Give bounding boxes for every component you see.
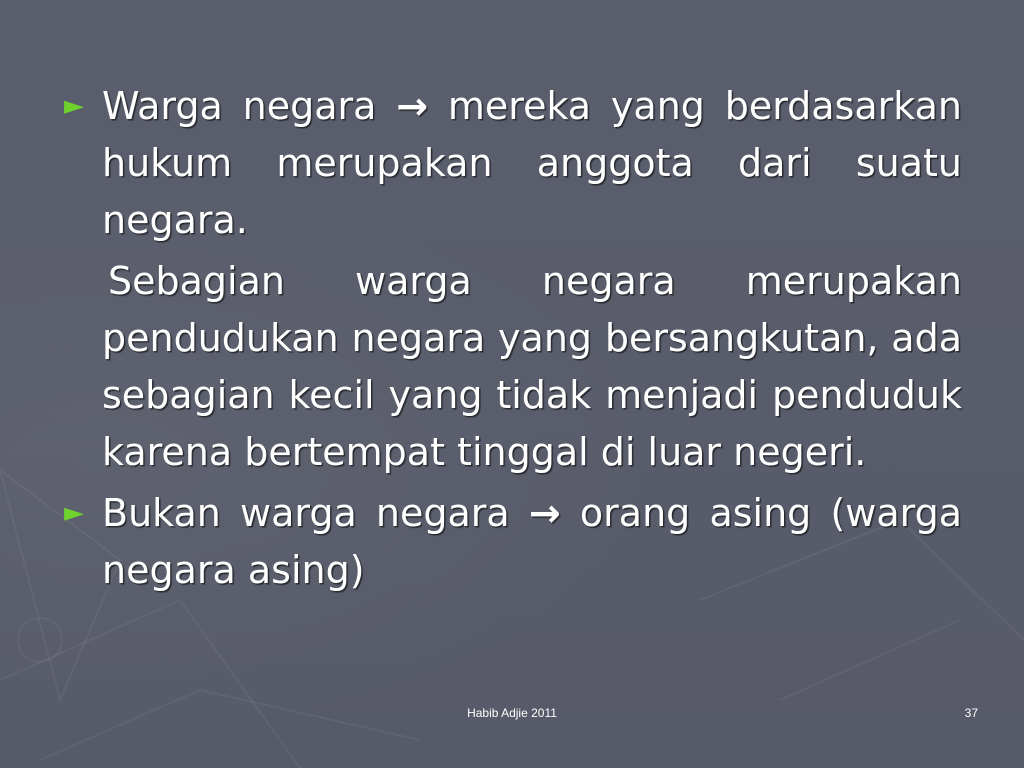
bullet-text-before-arrow: Warga negara — [102, 84, 397, 128]
triangle-bullet-icon: ► — [64, 498, 84, 528]
footer-author: Habib Adjie 2011 — [467, 706, 557, 720]
bullet-bukan-warga-negara — [62, 485, 962, 599]
paragraph-text: Sebagian warga negara merupakan pendudukan negara yang bersangkutan, ada sebagian kecil yang tidak menjadi penduduk karena bertempat tinggal di luar negeri. — [102, 259, 962, 474]
right-arrow-icon: → — [528, 491, 561, 535]
triangle-bullet-icon: ► — [64, 91, 84, 121]
right-arrow-icon: → — [396, 84, 429, 128]
bullet-text-before-arrow: Bukan warga negara — [102, 491, 529, 535]
bullet-warga-negara — [62, 78, 962, 249]
paragraph-sebagian-warga — [62, 253, 962, 481]
bullet-text-after-arrow: orang asing (warga negara asing) — [102, 491, 963, 592]
slide-number: 37 — [964, 706, 978, 720]
slide-body — [62, 78, 962, 603]
bullet-text-after-arrow: mereka yang berdasarkan hukum merupakan anggota dari suatu negara. — [102, 84, 962, 242]
